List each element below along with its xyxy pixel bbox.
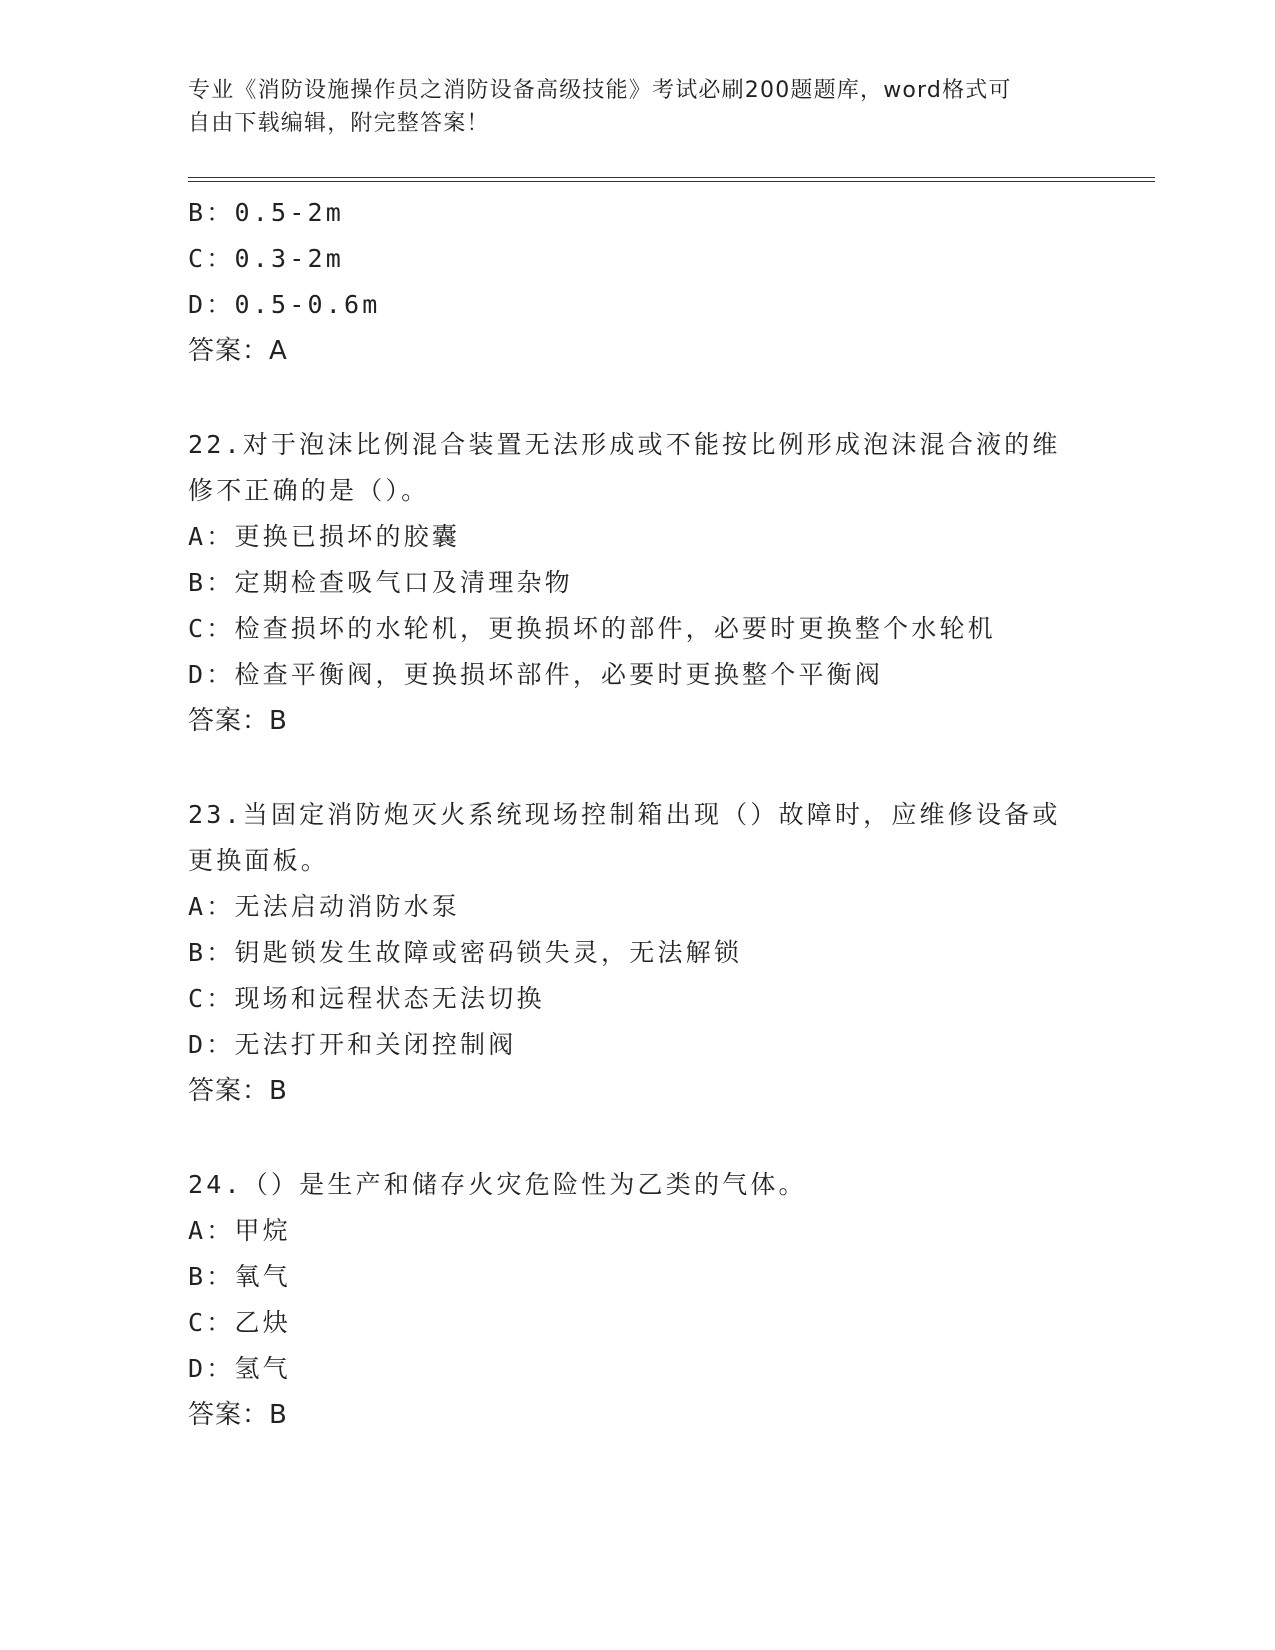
answer: 答案：B: [188, 706, 288, 736]
page-header: [188, 74, 1088, 140]
document-body: [188, 190, 1088, 1438]
option-d: D：氢气: [188, 1354, 291, 1383]
header-divider-top: [188, 177, 1155, 178]
question-23: [188, 792, 1088, 1114]
question-stem-line2: 更换面板。: [188, 846, 330, 875]
option-b: B：0.5-2m: [188, 198, 344, 227]
answer: 答案：A: [188, 336, 288, 366]
answer: 答案：B: [188, 1400, 288, 1430]
option-c: C：0.3-2m: [188, 244, 344, 273]
header-divider-bottom: [188, 181, 1155, 182]
option-c: C：现场和远程状态无法切换: [188, 984, 545, 1013]
question-21-continued: [188, 190, 1088, 374]
header-title-line2: 自由下载编辑，附完整答案！: [188, 111, 490, 136]
option-d: D：检查平衡阀，更换损坏部件，必要时更换整个平衡阀: [188, 660, 884, 689]
option-a: A：甲烷: [188, 1216, 291, 1245]
header-title-line1: 专业《消防设施操作员之消防设备高级技能》考试必刷200题题库，word格式可: [188, 78, 1012, 103]
option-d: D：无法打开和关闭控制阀: [188, 1030, 517, 1059]
question-24: [188, 1162, 1088, 1438]
question-stem-line1: 23.当固定消防炮灭火系统现场控制箱出现（）故障时，应维修设备或: [188, 800, 1061, 829]
question-stem-line1: 22.对于泡沫比例混合装置无法形成或不能按比例形成泡沫混合液的维: [188, 430, 1061, 459]
option-b: B：氧气: [188, 1262, 291, 1291]
option-a: A：无法启动消防水泵: [188, 892, 461, 921]
option-b: B：定期检查吸气口及清理杂物: [188, 568, 573, 597]
question-stem-line1: 24.（）是生产和储存火灾危险性为乙类的气体。: [188, 1170, 807, 1199]
answer: 答案：B: [188, 1076, 288, 1106]
option-d: D：0.5-0.6m: [188, 290, 381, 319]
option-c: C：乙炔: [188, 1308, 291, 1337]
question-22: [188, 422, 1088, 744]
option-b: B：钥匙锁发生故障或密码锁失灵，无法解锁: [188, 938, 743, 967]
question-stem-line2: 修不正确的是（）。: [188, 476, 430, 505]
option-c: C：检查损坏的水轮机，更换损坏的部件，必要时更换整个水轮机: [188, 614, 996, 643]
option-a: A：更换已损坏的胶囊: [188, 522, 461, 551]
